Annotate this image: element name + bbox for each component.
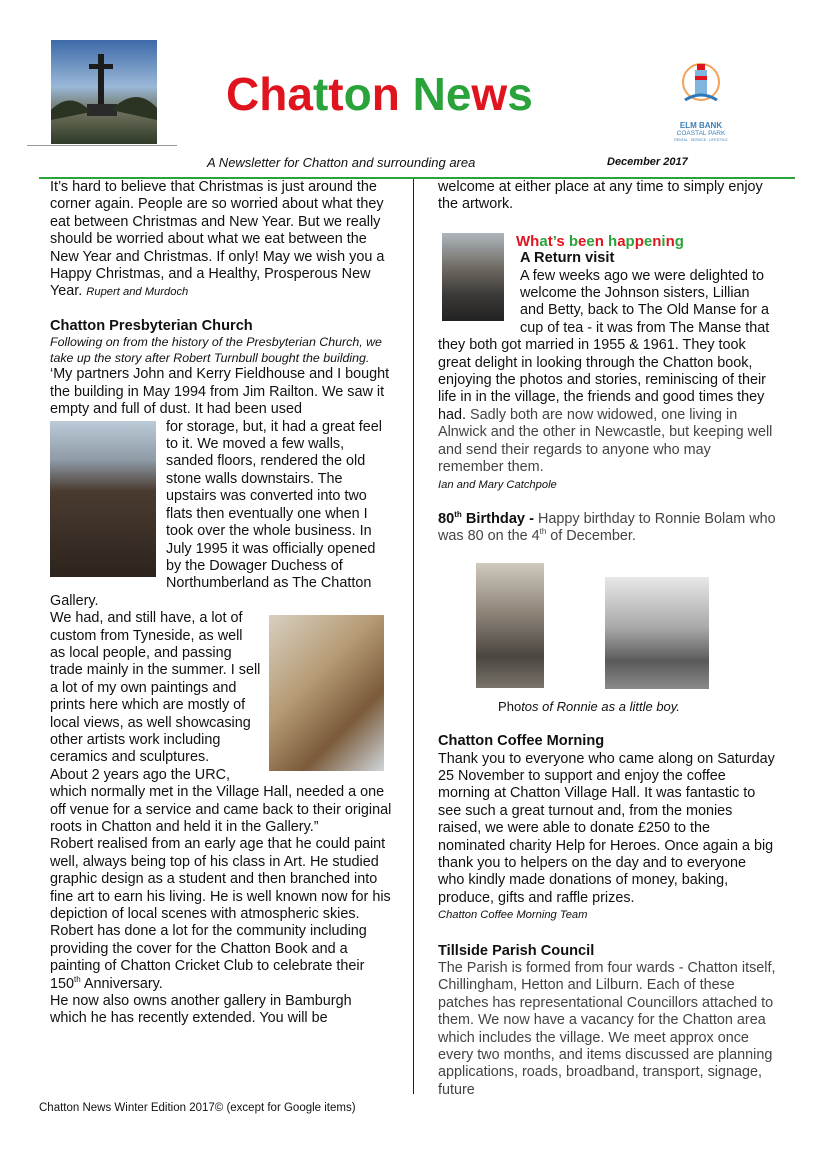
title-letter: o bbox=[343, 68, 372, 120]
visit-text-grey: Sadly both are now widowed, one living in Alnwick and the other in Newcastle, but keeping well and send their regards to anyone who may remember them. bbox=[438, 406, 773, 476]
bday-text: Happy birthday to Ronnie Bolam who was 80 on the 4 bbox=[438, 510, 776, 545]
johnson-sisters-photo bbox=[442, 233, 504, 321]
intro-text: It’s hard to believe that Christmas is just around the corner again. People are so worried about what they eat between Christmas and New Year. But we really should be worried about what we eat between the New Year and Christmas. If only! May we wish you a Happy Christmas, and a Healthy, Prosperous New Year. bbox=[50, 179, 385, 300]
happening-letter: a bbox=[539, 232, 548, 250]
happening-letter: e bbox=[578, 232, 587, 250]
church-p3: About 2 years ago the URC, which normally met in the Village Hall, needed a one off venue for a service and came back to their original roots in Chatton and held it in the Gallery.” bbox=[50, 766, 392, 835]
happening-heading bbox=[516, 233, 776, 250]
happening-letter: g bbox=[674, 232, 684, 250]
happening-letter: a bbox=[617, 232, 626, 250]
newsletter-title bbox=[226, 66, 533, 122]
ronnie-caption bbox=[402, 698, 776, 715]
ronnie-photos bbox=[438, 546, 776, 698]
bday-sup: th bbox=[539, 527, 547, 537]
logo-text-1: ELM BANK bbox=[679, 121, 723, 130]
right-column bbox=[438, 179, 776, 1099]
church-p1a: ‘My partners John and Kerry Fieldhouse and I bought the building in May 1994 from Jim Railton. We saw it empty and full of dust. It had been used bbox=[50, 366, 390, 418]
logo-text-2: COASTAL PARK bbox=[676, 130, 726, 137]
footer-text: Chatton News Winter Edition 2017© (except for Google items) bbox=[39, 1102, 356, 1114]
title-letter: w bbox=[471, 68, 508, 120]
happening-letter: p bbox=[625, 232, 635, 250]
title-letter: e bbox=[445, 68, 472, 120]
ronnie-photo-2 bbox=[605, 577, 709, 689]
church-heading: Chatton Presbyterian Church bbox=[50, 317, 253, 334]
intro-signature: Rupert and Murdoch bbox=[86, 286, 189, 299]
column-divider bbox=[413, 179, 414, 1094]
newsletter-subtitle: A Newsletter for Chatton and surrounding area bbox=[207, 155, 476, 170]
cross-silhouette-icon bbox=[51, 40, 157, 144]
intro-paragraph bbox=[50, 179, 392, 302]
bday-heading bbox=[438, 511, 538, 527]
birthday-paragraph bbox=[438, 511, 776, 546]
elm-bank-logo bbox=[668, 56, 734, 150]
church-p2-text: We had, and still have, a lot of custom from Tyneside, as well as local people, and passing trade mainly in the summer. I sell a lot of my own paintings and prints here which are mostly of local views, as well showcasing other artists work including ceramics and sculptures. bbox=[50, 610, 261, 766]
church-p1 bbox=[50, 419, 392, 610]
happening-letter: t bbox=[547, 232, 553, 250]
bday-num-sup: th bbox=[454, 510, 462, 520]
happening-letter: e bbox=[643, 232, 653, 250]
coffee-signature: Chatton Coffee Morning Team bbox=[438, 909, 588, 922]
happening-letter: b bbox=[568, 232, 578, 250]
happening-letter: n bbox=[652, 232, 662, 250]
bday-heading-rest: Birthday - bbox=[461, 510, 539, 527]
church-p1b: for storage, but, it had a great feel to it. We moved a few walls, sanded floors, rendered the old stone walls downstairs. The upstairs was converted into two flats then eventually one when I took over the whole business. In July 1995 it was officially opened by the Dowager Duchess of Northumberland as The Chatton Gallery. bbox=[50, 418, 382, 609]
visit-heading: A Return visit bbox=[520, 250, 615, 267]
church-lead: Following on from the history of the Presbyterian Church, we take up the story after Robert Turnbull bought the building. bbox=[50, 335, 382, 365]
ronnie-photo-1 bbox=[476, 563, 544, 688]
gallery-building-photo bbox=[50, 421, 156, 577]
church-p4-end: Anniversary. bbox=[80, 975, 163, 992]
title-letter: n bbox=[371, 68, 400, 120]
church-p4-sup: th bbox=[74, 974, 81, 984]
bday-num: 80 bbox=[438, 510, 455, 527]
memorial-cross-photo bbox=[51, 40, 157, 144]
issue-date: December 2017 bbox=[607, 156, 688, 168]
happening-letter: n bbox=[594, 232, 604, 250]
left-column bbox=[50, 179, 392, 1028]
happening-letter: W bbox=[516, 232, 531, 250]
happening-letter: h bbox=[530, 232, 540, 250]
happening-letter: ’ bbox=[552, 232, 557, 250]
bday-text-end: of December. bbox=[546, 528, 636, 545]
happening-letter: e bbox=[586, 232, 595, 250]
church-p5: He now also owns another gallery in Bamburgh which he has recently extended. You will be bbox=[50, 993, 352, 1027]
coffee-heading: Chatton Coffee Morning bbox=[438, 733, 605, 750]
gallery-interior-photo bbox=[269, 615, 384, 771]
happening-letter: n bbox=[665, 232, 675, 250]
title-letter: t bbox=[312, 68, 329, 120]
title-letter: t bbox=[328, 68, 344, 120]
church-p4-text: Robert realised from an early age that he could paint well, always being top of his class in Art. He studied graphic design as a student and then branched into fine art to earn his living. He is well known now for his depiction of local scenes with atmospheric skies. Robert has done a lot for the community including providing the cover for the Chatton Book and a painting of Chatton Cricket Club to celebrate their 150 bbox=[50, 836, 391, 992]
visit-signature: Ian and Mary Catchpole bbox=[438, 478, 557, 491]
happening-letter: h bbox=[608, 232, 618, 250]
title-letter: a bbox=[287, 68, 313, 120]
caption-plain: Pho bbox=[498, 698, 522, 714]
church-p6: welcome at either place at any time to simply enjoy the artwork. bbox=[438, 179, 763, 213]
church-p2 bbox=[50, 610, 392, 767]
visit-section bbox=[438, 250, 776, 476]
happening-letter: s bbox=[556, 232, 565, 250]
title-letter: N bbox=[412, 68, 446, 120]
title-letter: h bbox=[259, 68, 288, 120]
parish-text: The Parish is formed from four wards - Chatton itself, Chillingham, Hetton and Lilburn. Each of these patches has representational Councillors attached to them. We now have a vacancy for the Chatton area which includes the village. We meet approx once every two months, and items discussed are planning applications, roads, broadband, transport, signage, future bbox=[438, 960, 776, 1098]
title-letter bbox=[400, 68, 413, 120]
church-p4 bbox=[50, 836, 392, 993]
masthead-rule-left bbox=[27, 145, 177, 146]
happening-letter: i bbox=[661, 232, 666, 250]
parish-heading: Tillside Parish Council bbox=[438, 942, 595, 959]
lighthouse-logo-icon bbox=[681, 56, 721, 116]
logo-text-3: RENTAL · SERVICE · LIFESTYLE bbox=[674, 138, 728, 142]
visit-text: A few weeks ago we were delighted to welcome the Johnson sisters, Lillian and Betty, back to The Old Manse for a cup of tea - it was from The Manse that they both got married in 1955 & 1961. They took great delight in looking through the Chatton book, enjoying the photos and stories, reminiscing of their life in in the village, the friends and good times they had. bbox=[438, 267, 770, 423]
title-letter: C bbox=[226, 68, 260, 120]
title-letter: s bbox=[507, 68, 533, 120]
caption-italic: tos of Ronnie as a little boy. bbox=[521, 698, 680, 714]
happening-letter: p bbox=[634, 232, 644, 250]
coffee-text: Thank you to everyone who came along on Saturday 25 November to support and enjoy the coffee morning at Chatton Village Hall. It was fantastic to see such a great turnout and, from the monies raised, we were able to donate £250 to the nominated charity Help for Heroes. Once again a big thank you to helpers on the day and to everyone who kindly made donations of money, baking, produce, gifts and raffle prizes. bbox=[438, 750, 775, 906]
